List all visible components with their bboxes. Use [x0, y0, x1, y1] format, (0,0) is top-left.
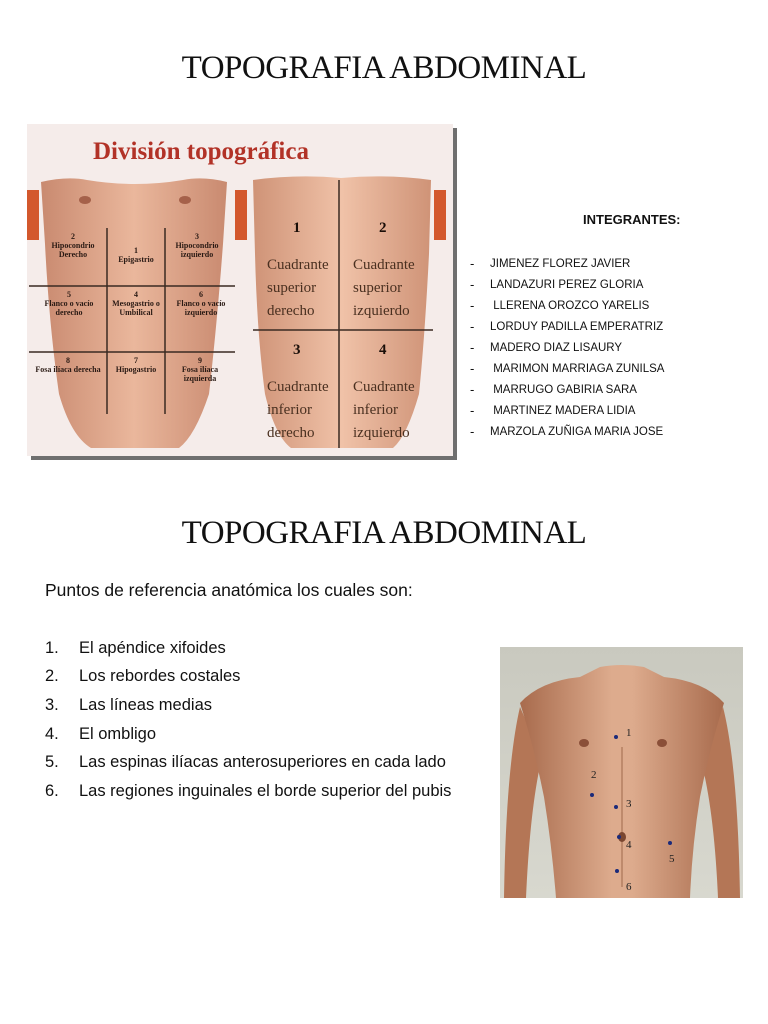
list-item: - MARZOLA ZUÑIGA MARIA JOSE: [470, 424, 664, 439]
quadrant-label: Cuadrante inferior derecho: [267, 379, 329, 441]
region-label: 8 Fosa ilíaca derecha: [35, 356, 101, 374]
list-item: - LORDUY PADILLA EMPERATRIZ: [470, 319, 664, 334]
landmark-label: 2: [591, 769, 597, 781]
quadrant-label: Cuadrante superior derecho: [267, 257, 329, 319]
landmark-label: 3: [626, 798, 632, 810]
section-subtitle: Puntos de referencia anatómica los cuales son:: [45, 580, 413, 600]
region-label: 6 Flanco o vacío izquierdo: [176, 290, 226, 317]
list-item: 4. El ombligo: [45, 724, 157, 743]
list-item: 5. Las espinas ilíacas anterosuperiores en cada lado: [45, 753, 446, 772]
list-item: 1. El apéndice xifoides: [45, 638, 226, 657]
region-label: 7 Hipogastrio: [115, 356, 157, 374]
integrantes-heading: INTEGRANTES:: [583, 212, 681, 227]
region-label: 3 Hipocondrio izquierdo: [175, 232, 219, 259]
section-title: TOPOGRAFIA ABDOMINAL: [181, 515, 587, 551]
quadrant-number: 4: [379, 342, 387, 358]
quadrant-number: 2: [379, 220, 387, 236]
landmark-dot: [615, 869, 619, 873]
reference-points-list: [45, 634, 451, 806]
landmark-label: 4: [626, 839, 632, 851]
quadrant-label: Cuadrante superior izquierdo: [353, 257, 415, 319]
torso-illustration: [500, 647, 743, 898]
region-label: 5 Flanco o vacío derecho: [44, 290, 94, 317]
integrantes-list: [470, 253, 664, 442]
quadrant-number: 1: [293, 220, 301, 236]
list-item: - MARIMON MARRIAGA ZUNILSA: [470, 361, 665, 376]
topographic-division-figure: [27, 124, 453, 456]
list-item: - MARRUGO GABIRIA SARA: [470, 382, 637, 397]
region-label: 1 Epigastrio: [118, 246, 154, 264]
list-item: - JIMENEZ FLOREZ JAVIER: [470, 256, 631, 271]
list-item: 2. Los rebordes costales: [45, 667, 241, 686]
list-item: - LLERENA OROZCO YARELIS: [470, 298, 650, 313]
region-label: 2 Hipocondrio Derecho: [51, 232, 95, 259]
landmark-dot: [590, 793, 594, 797]
landmark-dot: [614, 735, 618, 739]
landmark-label: 1: [626, 727, 632, 739]
list-item: - MARTINEZ MADERA LIDIA: [470, 403, 636, 418]
list-item: 6. Las regiones inguinales el borde superior del pubis: [45, 781, 452, 800]
list-item: - LANDAZURI PEREZ GLORIA: [470, 277, 644, 292]
landmark-dot: [614, 805, 618, 809]
region-label: 9 Fosa ilíaca izquierda: [181, 356, 219, 383]
landmark-dot: [668, 841, 672, 845]
landmark-dot: [617, 835, 621, 839]
landmark-label: 6: [626, 881, 632, 893]
torso-landmarks-figure: [500, 647, 743, 898]
figure-heading: División topográfica: [93, 138, 309, 165]
landmark-label: 5: [669, 853, 675, 865]
region-label: 4 Mesogastrio o Umbilical: [112, 290, 160, 317]
list-item: 3. Las líneas medias: [45, 695, 212, 714]
quadrant-label: Cuadrante inferior izquierdo: [353, 379, 415, 441]
list-item: - MADERO DIAZ LISAURY: [470, 340, 623, 355]
quadrant-number: 3: [293, 342, 301, 358]
page-title: TOPOGRAFIA ABDOMINAL: [181, 50, 587, 86]
